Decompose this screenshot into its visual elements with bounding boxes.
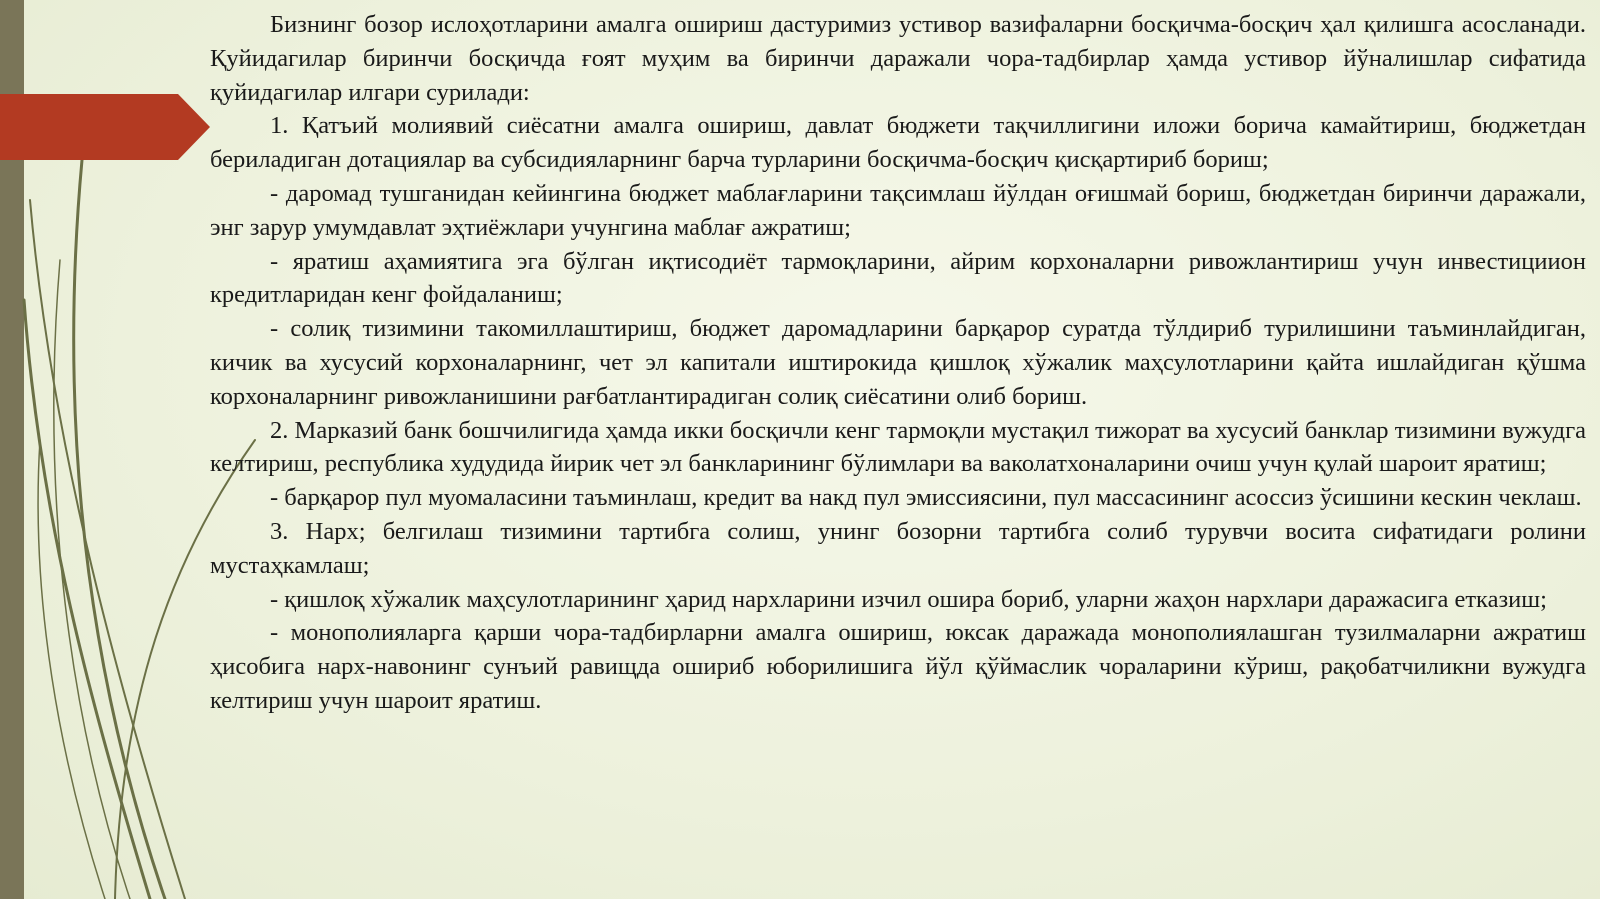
body-text [210,8,1586,718]
paragraph-subitem: - барқарор пул муомаласини таъминлаш, кредит ва накд пул эмиссиясини, пул массасининг асоссиз ўсишини кескин чеклаш. [270,484,1582,512]
paragraph-intro: Бизнинг бозор ислоҳотларини амалга ошириш дастуримиз устивор вазифаларни босқичма-босқич ҳал қилишга асосланади. Қуйидагилар биринчи босқичда ғоят муҳим ва биринчи даражали чора-тадбирлар ҳамда устивор йўналишлар сифатида қуйидагилар илгари сурилади: [210,11,1586,106]
paragraph-item-3: 3. Нарх; белгилаш тизимини тартибга солиш, унинг бозорни тартибга солиб турувчи восита сифатидаги ролини мустаҳкамлаш; [210,517,1586,579]
paragraph-item-1: 1. Қатъий молиявий сиёсатни амалга ошириш, давлат бюджети тақчиллигини иложи борича камайтириш, бюджетдан бериладиган дотациялар ва субсидияларнинг барча турларини босқичма-босқич қисқартириб бориш; [210,112,1586,174]
paragraph-item-2: 2. Марказий банк бошчилигида ҳамда икки босқичли кенг тармоқли мустақил тижорат ва хусусий банклар тизимини вужудга келтириш, республика худудида йирик чет эл банкларининг бўлимлари ва ваколатхоналарини очиш учун қулай шароит яратиш; [210,416,1586,478]
paragraph-subitem: - монополияларга қарши чора-тадбирларни амалга ошириш, юксак даражада монополиялашган тузилмаларни ажратиш ҳисобига нарх-навонинг сунъий равищда ошириб юборилишига йўл қўймаслик чораларини кўриш, рақобатчиликни вужудга келтириш учун шароит яратиш. [210,619,1586,714]
paragraph-subitem: - яратиш аҳамиятига эга бўлган иқтисодиёт тармоқларини, айрим корхоналарни ривожлантириш учун инвестициион кредитларидан кенг фойдаланиш; [210,247,1586,309]
paragraph-subitem: - қишлоқ хўжалик маҳсулотларининг ҳарид нархларини изчил ошира бориб, уларни жаҳон нархлари даражасига етказиш; [270,585,1547,613]
paragraph-subitem: - даромад тушганидан кейингина бюджет маблағларини тақсимлаш йўлдан оғишмай бориш, бюджетдан биринчи даражали, энг зарур умумдавлат эҳтиёжлари учунгина маблағ ажратиш; [210,179,1586,241]
red-arrow-tab [0,94,210,160]
paragraph-subitem: - солиқ тизимини такомиллаштириш, бюджет даромадларини барқарор суратда тўлдириб турилишини таъминлайдиган, кичик ва хусусий корхоналарнинг, чет эл капитали иштирокида қишлоқ хўжалик маҳсулотларини қайта ишлайдиган қўшма корхоналарнинг ривожланишини рағбатлантирадиган солиқ сиёсатини олиб бориш. [210,315,1586,410]
